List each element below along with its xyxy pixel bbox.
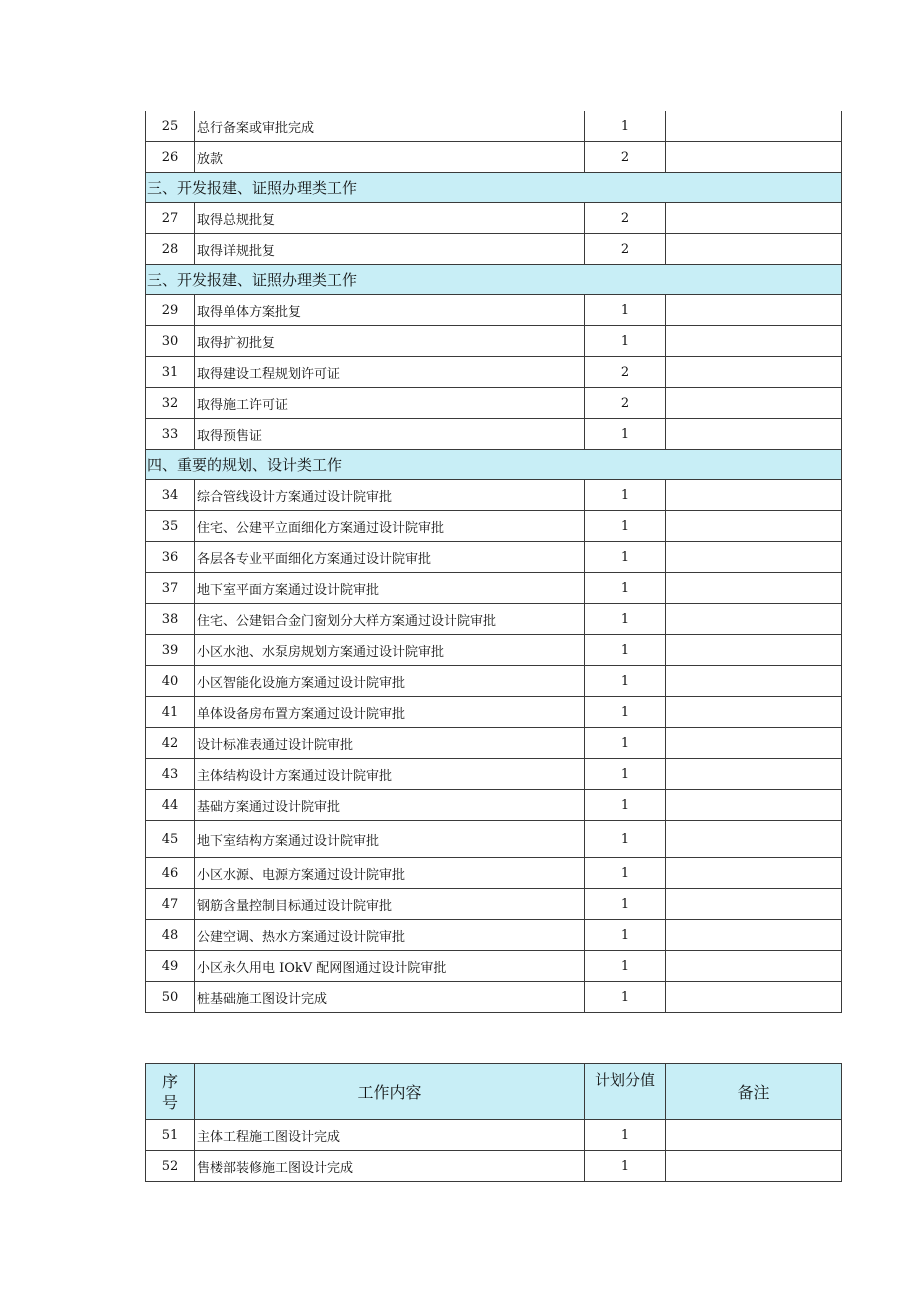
row-score: 1 xyxy=(585,480,666,511)
section-header-row xyxy=(146,450,842,480)
table-row xyxy=(146,388,842,419)
row-number: 29 xyxy=(146,295,195,326)
row-remark xyxy=(666,142,842,173)
row-remark xyxy=(666,1151,842,1182)
row-remark xyxy=(666,604,842,635)
row-score: 1 xyxy=(585,982,666,1013)
table-row xyxy=(146,203,842,234)
table-row xyxy=(146,511,842,542)
work-items-table-body xyxy=(146,111,842,1013)
row-content: 各层各专业平面细化方案通过设计院审批 xyxy=(195,542,585,573)
row-score: 2 xyxy=(585,203,666,234)
table-row xyxy=(146,759,842,790)
row-score: 1 xyxy=(585,573,666,604)
row-score: 1 xyxy=(585,759,666,790)
row-score: 1 xyxy=(585,542,666,573)
row-remark xyxy=(666,573,842,604)
row-content: 综合管线设计方案通过设计院审批 xyxy=(195,480,585,511)
row-number: 33 xyxy=(146,419,195,450)
table-header-row xyxy=(146,1064,842,1120)
row-content: 钢筋含量控制目标通过设计院审批 xyxy=(195,889,585,920)
row-score: 1 xyxy=(585,419,666,450)
table-row xyxy=(146,858,842,889)
row-score: 1 xyxy=(585,111,666,142)
row-number: 38 xyxy=(146,604,195,635)
row-number: 47 xyxy=(146,889,195,920)
row-remark xyxy=(666,858,842,889)
table-row xyxy=(146,951,842,982)
row-remark xyxy=(666,388,842,419)
section-header-row xyxy=(146,265,842,295)
row-number: 25 xyxy=(146,111,195,142)
row-number: 28 xyxy=(146,234,195,265)
table-row xyxy=(146,234,842,265)
row-remark xyxy=(666,790,842,821)
row-remark xyxy=(666,234,842,265)
row-content: 基础方案通过设计院审批 xyxy=(195,790,585,821)
section-title: 四、重要的规划、设计类工作 xyxy=(146,450,842,480)
row-number: 35 xyxy=(146,511,195,542)
row-score: 1 xyxy=(585,790,666,821)
row-remark xyxy=(666,295,842,326)
table-row xyxy=(146,1120,842,1151)
row-remark xyxy=(666,920,842,951)
row-content: 取得单体方案批复 xyxy=(195,295,585,326)
row-content: 小区永久用电 IOkV 配网图通过设计院审批 xyxy=(195,951,585,982)
row-remark xyxy=(666,480,842,511)
row-number: 30 xyxy=(146,326,195,357)
row-remark xyxy=(666,759,842,790)
table-row xyxy=(146,142,842,173)
row-score: 1 xyxy=(585,1151,666,1182)
row-number: 37 xyxy=(146,573,195,604)
header-seq-line1: 序 xyxy=(161,1071,178,1091)
row-number: 45 xyxy=(146,821,195,858)
row-score: 1 xyxy=(585,635,666,666)
row-content: 地下室结构方案通过设计院审批 xyxy=(195,821,585,858)
row-number: 32 xyxy=(146,388,195,419)
row-score: 2 xyxy=(585,234,666,265)
header-seq-line2: 号 xyxy=(161,1092,178,1112)
table-row xyxy=(146,326,842,357)
row-content: 取得施工许可证 xyxy=(195,388,585,419)
row-score: 1 xyxy=(585,604,666,635)
row-score: 1 xyxy=(585,666,666,697)
table-row xyxy=(146,790,842,821)
header-score: 计划分值 xyxy=(585,1064,666,1120)
row-number: 27 xyxy=(146,203,195,234)
row-content: 总行备案或审批完成 xyxy=(195,111,585,142)
section-title: 三、开发报建、证照办理类工作 xyxy=(146,173,842,203)
table-row xyxy=(146,111,842,142)
header-content: 工作内容 xyxy=(195,1064,585,1120)
row-remark xyxy=(666,982,842,1013)
row-content: 单体设备房布置方案通过设计院审批 xyxy=(195,697,585,728)
table-row xyxy=(146,357,842,388)
row-content: 取得建设工程规划许可证 xyxy=(195,357,585,388)
table-row xyxy=(146,1151,842,1182)
table-row xyxy=(146,982,842,1013)
row-remark xyxy=(666,821,842,858)
row-content: 取得详规批复 xyxy=(195,234,585,265)
row-content: 售楼部装修施工图设计完成 xyxy=(195,1151,585,1182)
row-content: 放款 xyxy=(195,142,585,173)
row-score: 1 xyxy=(585,1120,666,1151)
section-title: 三、开发报建、证照办理类工作 xyxy=(146,265,842,295)
row-remark xyxy=(666,697,842,728)
row-score: 1 xyxy=(585,728,666,759)
row-score: 2 xyxy=(585,357,666,388)
table-row xyxy=(146,295,842,326)
row-content: 住宅、公建平立面细化方案通过设计院审批 xyxy=(195,511,585,542)
header-seq xyxy=(146,1064,195,1120)
row-score: 1 xyxy=(585,511,666,542)
row-content: 取得预售证 xyxy=(195,419,585,450)
table-row xyxy=(146,728,842,759)
row-score: 1 xyxy=(585,295,666,326)
table-row xyxy=(146,635,842,666)
row-number: 41 xyxy=(146,697,195,728)
work-items-table-continued-body xyxy=(146,1120,842,1182)
row-score: 2 xyxy=(585,142,666,173)
work-items-table-continued xyxy=(145,1063,842,1182)
row-number: 51 xyxy=(146,1120,195,1151)
row-content: 取得扩初批复 xyxy=(195,326,585,357)
row-remark xyxy=(666,542,842,573)
row-number: 43 xyxy=(146,759,195,790)
row-content: 主体工程施工图设计完成 xyxy=(195,1120,585,1151)
row-remark xyxy=(666,357,842,388)
row-remark xyxy=(666,666,842,697)
row-number: 36 xyxy=(146,542,195,573)
row-number: 44 xyxy=(146,790,195,821)
row-content: 小区水源、电源方案通过设计院审批 xyxy=(195,858,585,889)
row-number: 40 xyxy=(146,666,195,697)
row-remark xyxy=(666,203,842,234)
row-score: 1 xyxy=(585,920,666,951)
row-number: 31 xyxy=(146,357,195,388)
table-row xyxy=(146,920,842,951)
row-number: 50 xyxy=(146,982,195,1013)
row-content: 取得总规批复 xyxy=(195,203,585,234)
row-score: 1 xyxy=(585,858,666,889)
row-score: 1 xyxy=(585,326,666,357)
row-remark xyxy=(666,1120,842,1151)
row-score: 1 xyxy=(585,821,666,858)
table-row xyxy=(146,604,842,635)
row-remark xyxy=(666,511,842,542)
row-score: 1 xyxy=(585,697,666,728)
row-score: 2 xyxy=(585,388,666,419)
row-number: 42 xyxy=(146,728,195,759)
table-row xyxy=(146,573,842,604)
row-number: 46 xyxy=(146,858,195,889)
row-content: 住宅、公建铝合金门窗划分大样方案通过设计院审批 xyxy=(195,604,585,635)
row-content: 设计标准表通过设计院审批 xyxy=(195,728,585,759)
row-score: 1 xyxy=(585,951,666,982)
row-content: 桩基础施工图设计完成 xyxy=(195,982,585,1013)
table-row xyxy=(146,821,842,858)
row-content: 小区智能化设施方案通过设计院审批 xyxy=(195,666,585,697)
row-content: 地下室平面方案通过设计院审批 xyxy=(195,573,585,604)
table-row xyxy=(146,419,842,450)
row-remark xyxy=(666,419,842,450)
table-row xyxy=(146,542,842,573)
row-number: 49 xyxy=(146,951,195,982)
row-remark xyxy=(666,326,842,357)
table-row xyxy=(146,666,842,697)
row-remark xyxy=(666,889,842,920)
row-remark xyxy=(666,111,842,142)
table-row xyxy=(146,480,842,511)
row-remark xyxy=(666,635,842,666)
row-number: 34 xyxy=(146,480,195,511)
header-remark: 备注 xyxy=(666,1064,842,1120)
work-items-table xyxy=(145,111,842,1013)
row-remark xyxy=(666,951,842,982)
row-number: 26 xyxy=(146,142,195,173)
row-number: 52 xyxy=(146,1151,195,1182)
row-content: 公建空调、热水方案通过设计院审批 xyxy=(195,920,585,951)
row-content: 小区水池、水泵房规划方案通过设计院审批 xyxy=(195,635,585,666)
row-number: 48 xyxy=(146,920,195,951)
row-content: 主体结构设计方案通过设计院审批 xyxy=(195,759,585,790)
row-score: 1 xyxy=(585,889,666,920)
table-row xyxy=(146,889,842,920)
row-number: 39 xyxy=(146,635,195,666)
table-row xyxy=(146,697,842,728)
section-header-row xyxy=(146,173,842,203)
row-remark xyxy=(666,728,842,759)
